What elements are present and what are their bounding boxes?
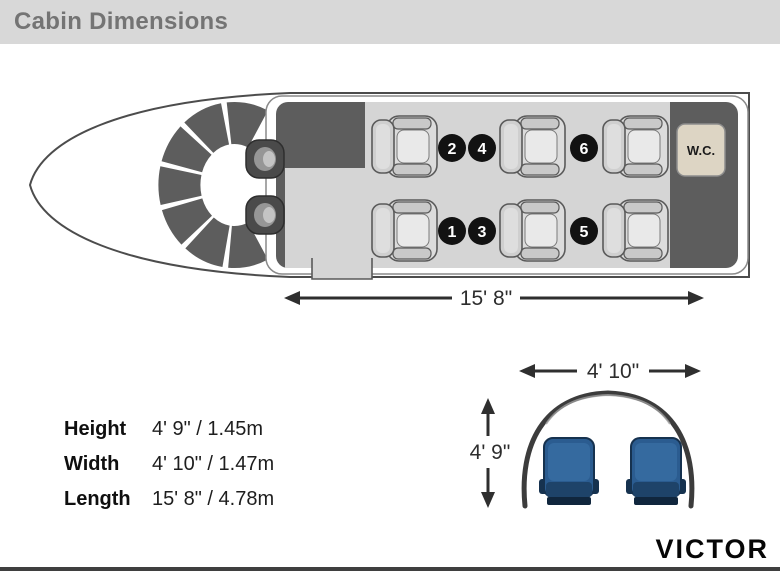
width-dimension xyxy=(519,360,701,383)
entry-door-step xyxy=(312,258,372,279)
spec-label: Width xyxy=(64,453,120,475)
cross-section-seat xyxy=(626,438,686,505)
seat-number-badge xyxy=(570,217,598,245)
passenger-seat xyxy=(603,116,668,177)
plan-view xyxy=(30,93,749,310)
spec-value: 4' 9" / 1.45m xyxy=(152,418,263,440)
svg-text:5: 5 xyxy=(579,224,589,241)
passenger-seat xyxy=(372,116,437,177)
height-dimension xyxy=(470,398,511,508)
seat-number-badge xyxy=(570,134,598,162)
spec-label: Height xyxy=(64,418,127,440)
spec-value: 4' 10" / 1.47m xyxy=(152,453,275,475)
width-dimension-label: 4' 10" xyxy=(586,360,640,383)
arrow-right-icon xyxy=(685,364,701,378)
arrow-up-icon xyxy=(481,398,495,414)
spec-value: 15' 8" / 4.78m xyxy=(152,488,275,510)
seat-number-badge xyxy=(468,217,496,245)
page-title: Cabin Dimensions xyxy=(14,8,229,35)
length-dimension xyxy=(284,287,704,310)
length-dimension-label: 15' 8" xyxy=(459,287,513,310)
svg-text:1: 1 xyxy=(447,224,457,241)
svg-text:6: 6 xyxy=(579,141,589,158)
svg-text:2: 2 xyxy=(447,141,457,158)
dimension-specs xyxy=(64,412,274,517)
victor-logo: VICTOR xyxy=(655,534,769,564)
pilot-seat xyxy=(246,140,284,178)
seat-number-badge xyxy=(438,134,466,162)
cross-section-arch-highlight xyxy=(546,395,670,424)
wc-label: W.C. xyxy=(686,143,716,158)
spec-row-width xyxy=(64,447,274,482)
spec-label: Length xyxy=(64,488,131,510)
arrow-down-icon xyxy=(481,492,495,508)
passenger-seat xyxy=(500,116,565,177)
spec-row-length xyxy=(64,482,274,517)
height-dimension-label: 4' 9" xyxy=(469,441,511,464)
bottom-divider xyxy=(0,567,780,571)
passenger-seat xyxy=(500,200,565,261)
spec-row-height xyxy=(64,412,274,447)
svg-text:4: 4 xyxy=(477,141,487,158)
cross-section-view xyxy=(470,360,701,508)
seat-number-badge xyxy=(438,217,466,245)
passenger-seat xyxy=(372,200,437,261)
arrow-right-icon xyxy=(688,291,704,305)
wc-compartment xyxy=(677,124,725,176)
arrow-left-icon xyxy=(519,364,535,378)
passenger-seat xyxy=(603,200,668,261)
cross-section-seat xyxy=(539,438,599,505)
seat-number-badge xyxy=(468,134,496,162)
pilot-seat xyxy=(246,196,284,234)
arrow-left-icon xyxy=(284,291,300,305)
svg-text:3: 3 xyxy=(477,224,487,241)
